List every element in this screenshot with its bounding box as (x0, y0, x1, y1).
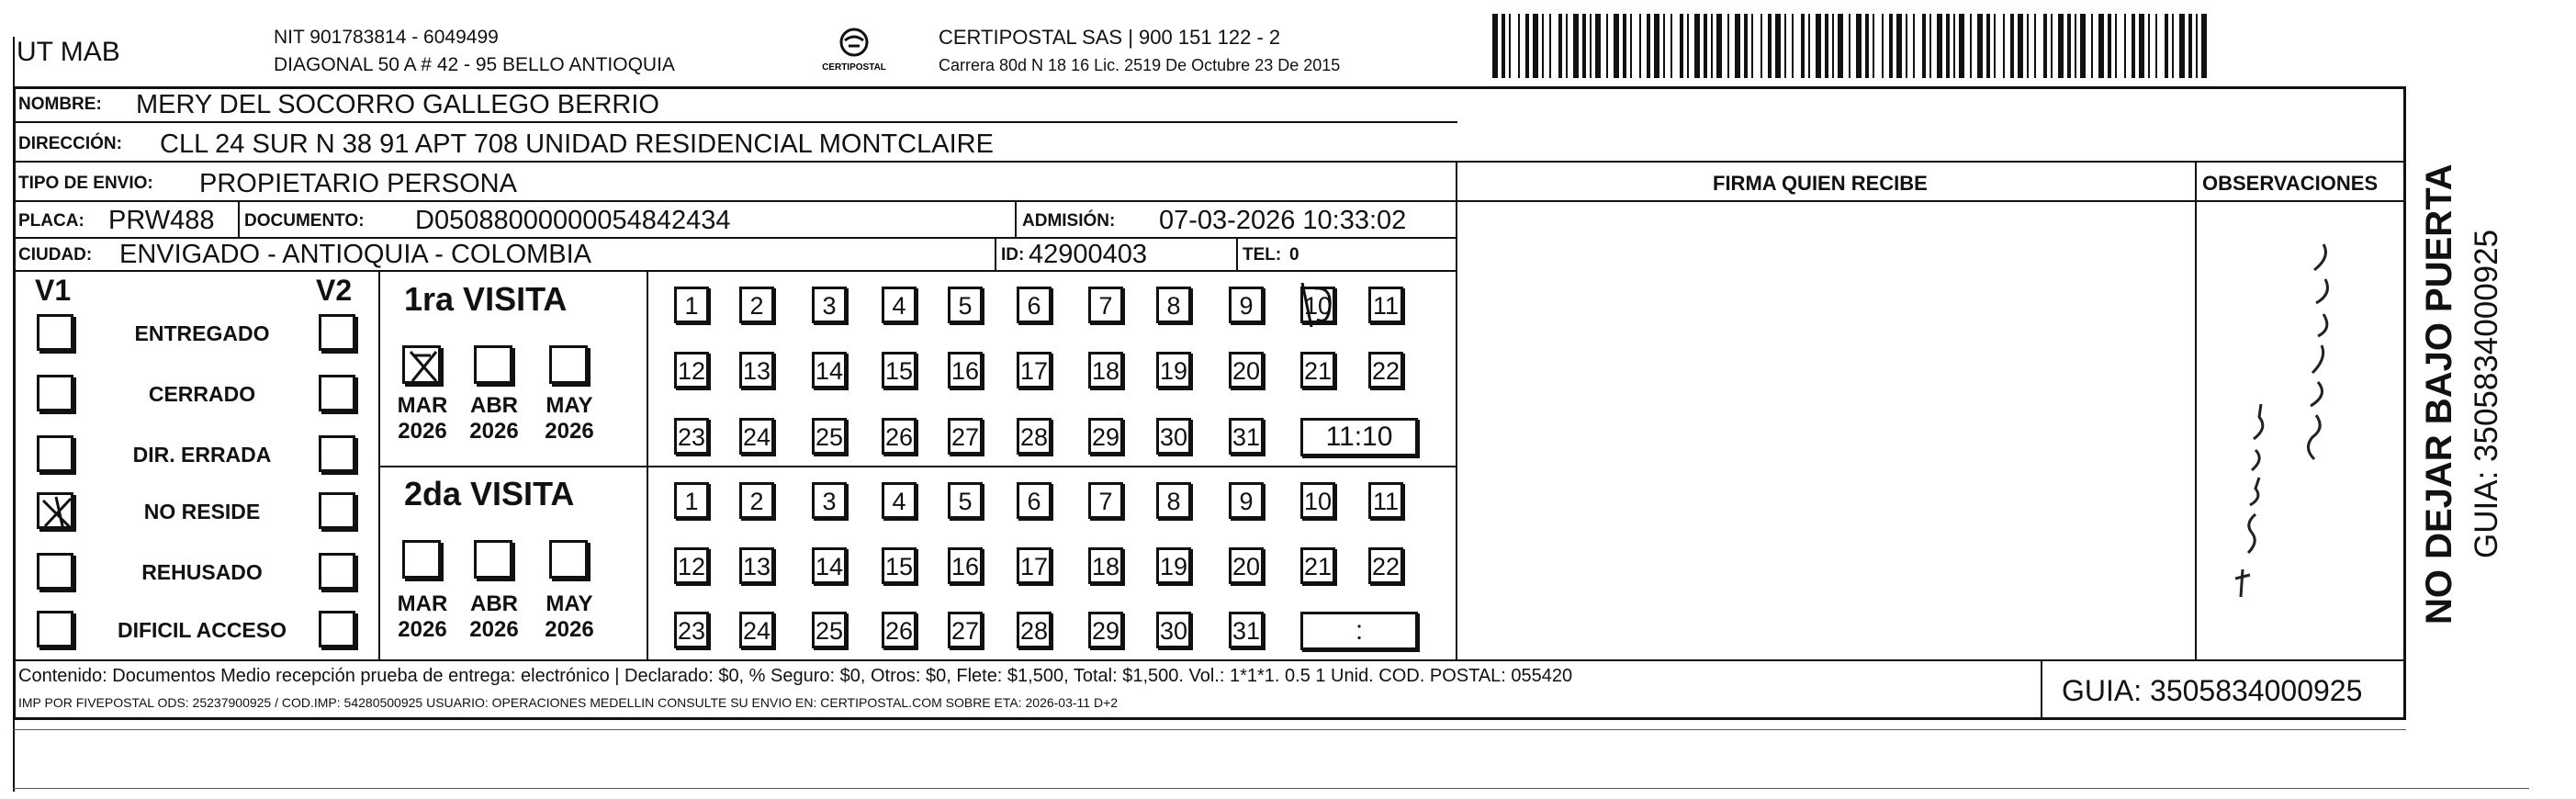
footer-contenido: Contenido: Documentos Medio recepción prueba de entrega: electrónico | Declarado: $0, % Seguro: $0, Otros: $0, Flete: $1,500, Total: $1,500. Vol.: 1*1*1. 0.5 1 Unid. COD. POSTAL: 055420 (18, 666, 1573, 686)
visit-1-day-box[interactable]: 28 (1017, 418, 1052, 455)
status-v1-checkbox[interactable] (37, 611, 73, 647)
visit-1-day-box[interactable]: 4 (882, 287, 917, 323)
visit-2-day-box[interactable]: 16 (948, 547, 983, 584)
visit-1-month-checkbox[interactable] (549, 345, 588, 384)
status-label: DIR. ERRADA (132, 443, 272, 467)
row-line (13, 659, 2406, 661)
visit-2-month-checkbox[interactable] (402, 540, 441, 579)
visit-year-label: 2026 (398, 419, 447, 444)
tel-label: TEL: (1243, 245, 1282, 264)
visit-2-day-box[interactable]: 28 (1017, 612, 1052, 648)
visit-2-day-box[interactable]: 31 (1229, 612, 1264, 648)
visit-1-month-checkbox[interactable] (402, 345, 441, 384)
visit-2-day-box[interactable]: 2 (739, 482, 774, 519)
status-label: DIFICIL ACCESO (117, 618, 287, 642)
under-footer-line (13, 729, 2406, 730)
visit-2-day-box[interactable]: 26 (882, 612, 917, 648)
company-name: UT MAB (17, 37, 120, 67)
status-label: NO RESIDE (143, 500, 261, 523)
col-line (647, 270, 648, 659)
row-line (13, 270, 1457, 272)
visit-year-label: 2026 (469, 419, 519, 444)
svg-text:CERTIPOSTAL: CERTIPOSTAL (822, 62, 886, 73)
visit-2-day-box[interactable]: 23 (674, 612, 709, 648)
visit-month-label: ABR (470, 393, 518, 418)
col-line (995, 237, 996, 270)
visit-2-day-box[interactable]: 18 (1088, 547, 1123, 584)
id-value: 42900403 (1029, 240, 1148, 269)
visit-2-month-checkbox[interactable] (549, 540, 588, 579)
status-label: REHUSADO (141, 560, 263, 584)
row-line-visit (378, 466, 1456, 467)
company-address: DIAGONAL 50 A # 42 - 95 BELLO ANTIOQUIA (274, 54, 675, 75)
admision-label: ADMISIÓN: (1022, 211, 1116, 231)
status-v2-checkbox[interactable] (319, 553, 355, 590)
tipo-envio-label: TIPO DE ENVIO: (18, 174, 153, 193)
svg-text:Persona recibe: Persona recibe (2195, 211, 2201, 212)
ciudad-value: ENVIGADO - ANTIOQUIA - COLOMBIA (119, 240, 592, 269)
visit-2-day-box[interactable]: 14 (812, 547, 847, 584)
footer-imp: IMP POR FIVEPOSTAL ODS: 25237900925 / COD.IMP: 54280500925 USUARIO: OPERACIONES MEDELLIN CONSULTE SU ENVIO EN: CERTIPOSTAL.COM SOBRE ETA: 2026-03-11 D+2 (18, 695, 1119, 710)
admision-value: 07-03-2026 10:33:02 (1159, 206, 1407, 235)
visit-2-day-box[interactable]: 19 (1156, 547, 1191, 584)
status-label: ENTREGADO (134, 321, 270, 345)
visit-1-month-checkbox[interactable] (474, 345, 512, 384)
visit-1-day-box[interactable]: 23 (674, 418, 709, 455)
firma-label: FIRMA QUIEN RECIBE (1713, 172, 1928, 195)
visita-1-title: 1ra VISITA (404, 280, 568, 318)
visit-1-day-box[interactable]: 26 (882, 418, 917, 455)
visit-1-day-box[interactable]: 30 (1156, 418, 1191, 455)
visit-2-day-box[interactable]: 17 (1017, 547, 1052, 584)
observaciones-label: OBSERVACIONES (2202, 172, 2379, 195)
col-line (378, 270, 380, 659)
tel-value: 0 (1289, 245, 1299, 264)
visit-2-time-field[interactable]: : (1300, 612, 1418, 650)
visit-1-day-box[interactable]: 18 (1088, 352, 1123, 388)
visit-2-day-box[interactable]: 15 (882, 547, 917, 584)
visit-1-day-box[interactable]: 3 (812, 287, 847, 323)
visit-2-day-box[interactable]: 6 (1017, 482, 1052, 519)
visit-1-day-box[interactable]: 5 (948, 287, 983, 323)
visit-2-day-box[interactable]: 11 (1368, 482, 1403, 519)
row-line (13, 200, 1457, 202)
visit-2-day-box[interactable]: 12 (674, 547, 709, 584)
status-v1-checkbox[interactable] (37, 435, 73, 472)
visit-2-day-box[interactable]: 27 (948, 612, 983, 648)
status-v2-checkbox[interactable] (319, 375, 355, 411)
company-nit: NIT 901783814 - 6049499 (274, 27, 499, 48)
documento-value: D05088000000054842434 (415, 206, 731, 235)
id-label: ID: (1001, 245, 1025, 264)
status-v2-checkbox[interactable] (319, 314, 355, 351)
visit-1-day-box[interactable]: 6 (1017, 287, 1052, 323)
visit-2-day-box[interactable]: 30 (1156, 612, 1191, 648)
visit-1-day-box[interactable]: 16 (948, 352, 983, 388)
row-line (13, 237, 1457, 239)
barcode (1492, 14, 2209, 78)
visit-1-day-box[interactable]: 7 (1088, 287, 1123, 323)
direccion-value: CLL 24 SUR N 38 91 APT 708 UNIDAD RESIDENCIAL MONTCLAIRE (160, 129, 994, 159)
status-v2-checkbox[interactable] (319, 435, 355, 472)
visit-month-label: MAR (397, 393, 448, 418)
footer-guia: GUIA: 3505834000925 (2062, 674, 2363, 707)
visit-2-day-box[interactable]: 10 (1300, 482, 1335, 519)
visit-2-day-box[interactable]: 20 (1229, 547, 1264, 584)
placa-label: PLACA: (18, 211, 84, 231)
visit-1-day-box[interactable]: 14 (812, 352, 847, 388)
visit-1-day-box[interactable]: 21 (1300, 352, 1335, 388)
row-line (13, 121, 1457, 123)
visit-1-day-box[interactable]: 24 (739, 418, 774, 455)
status-v2-checkbox[interactable] (319, 611, 355, 647)
col-line (2041, 659, 2042, 720)
col-line-firma (1456, 161, 1457, 659)
visit-1-day-box[interactable]: 2 (739, 287, 774, 323)
status-v2-checkbox[interactable] (319, 492, 355, 529)
visit-1-day-box[interactable]: 12 (674, 352, 709, 388)
visit-2-day-box[interactable]: 22 (1368, 547, 1403, 584)
carrier-license: Carrera 80d N 18 16 Lic. 2519 De Octubre 23 De 2015 (939, 56, 1341, 74)
day-10-handwritten-mark (1295, 279, 1343, 331)
observation-handwriting (2195, 211, 2397, 652)
visit-2-day-box[interactable]: 7 (1088, 482, 1123, 519)
visit-month-label: MAY (546, 393, 593, 418)
status-v1-checkbox[interactable] (37, 314, 73, 351)
carrier-name: CERTIPOSTAL SAS | 900 151 122 - 2 (939, 26, 1281, 49)
visit-month-label: MAR (397, 591, 448, 616)
visit-1-day-box[interactable]: 9 (1229, 287, 1264, 323)
visita-2-title: 2da VISITA (404, 475, 575, 512)
row-line (13, 161, 2406, 163)
status-v1-checkbox[interactable] (37, 375, 73, 411)
visit-1-day-box[interactable]: 8 (1156, 287, 1191, 323)
row-line-firma-header (1456, 200, 2406, 202)
nombre-label: NOMBRE: (18, 95, 102, 114)
visit-2-day-box[interactable]: 9 (1229, 482, 1264, 519)
visit-2-month-checkbox[interactable] (474, 540, 512, 579)
visit-2-day-box[interactable]: 3 (812, 482, 847, 519)
visit-2-day-box[interactable]: 1 (674, 482, 709, 519)
visit-1-day-box[interactable]: 1 (674, 287, 709, 323)
side-no-dejar: NO DEJAR BAJO PUERTA (2419, 163, 2459, 625)
visit-1-day-box[interactable]: 19 (1156, 352, 1191, 388)
visit-1-day-box[interactable]: 17 (1017, 352, 1052, 388)
ciudad-label: CIUDAD: (18, 245, 93, 264)
col-line (1015, 200, 1017, 237)
visit-2-day-box[interactable]: 21 (1300, 547, 1335, 584)
documento-label: DOCUMENTO: (244, 211, 365, 231)
status-label: CERRADO (148, 382, 256, 406)
certipostal-logo (808, 26, 900, 77)
nombre-value: MERY DEL SOCORRO GALLEGO BERRIO (136, 90, 659, 119)
visit-2-day-box[interactable]: 29 (1088, 612, 1123, 648)
visit-1-day-box[interactable]: 10 (1300, 287, 1335, 323)
status-v1-checkbox[interactable] (37, 553, 73, 590)
v2-label: V2 (316, 274, 353, 307)
visit-year-label: 2026 (398, 617, 447, 642)
visit-1-day-box[interactable]: 11 (1368, 287, 1403, 323)
visit-1-day-box[interactable]: 22 (1368, 352, 1403, 388)
visit-1-day-box[interactable]: 20 (1229, 352, 1264, 388)
visit-1-day-box[interactable]: 13 (739, 352, 774, 388)
visit-2-day-box[interactable]: 4 (882, 482, 917, 519)
visit-year-label: 2026 (545, 617, 594, 642)
visit-1-day-box[interactable]: 29 (1088, 418, 1123, 455)
side-guia: GUIA: 3505834000925 (2469, 229, 2504, 558)
visit-1-day-box[interactable]: 25 (812, 418, 847, 455)
visit-2-day-box[interactable]: 5 (948, 482, 983, 519)
visit-1-time-field[interactable]: 11:10 (1300, 418, 1418, 456)
visit-2-day-box[interactable]: 24 (739, 612, 774, 648)
col-line (238, 200, 240, 237)
visit-1-day-box[interactable]: 31 (1229, 418, 1264, 455)
visit-2-day-box[interactable]: 25 (812, 612, 847, 648)
visit-1-day-box[interactable]: 15 (882, 352, 917, 388)
placa-value: PRW488 (108, 206, 215, 235)
visit-2-day-box[interactable]: 8 (1156, 482, 1191, 519)
sheet-bottom-edge (13, 788, 2529, 789)
direccion-label: DIRECCIÓN: (18, 134, 122, 153)
v1-label: V1 (35, 274, 72, 307)
visit-month-label: MAY (546, 591, 593, 616)
visit-year-label: 2026 (469, 617, 519, 642)
visit-month-label: ABR (470, 591, 518, 616)
col-line (1236, 237, 1238, 270)
visit-1-day-box[interactable]: 27 (948, 418, 983, 455)
visit-year-label: 2026 (545, 419, 594, 444)
visit-2-day-box[interactable]: 13 (739, 547, 774, 584)
tipo-envio-value: PROPIETARIO PERSONA (199, 169, 517, 198)
status-v1-checkbox[interactable] (37, 492, 73, 529)
